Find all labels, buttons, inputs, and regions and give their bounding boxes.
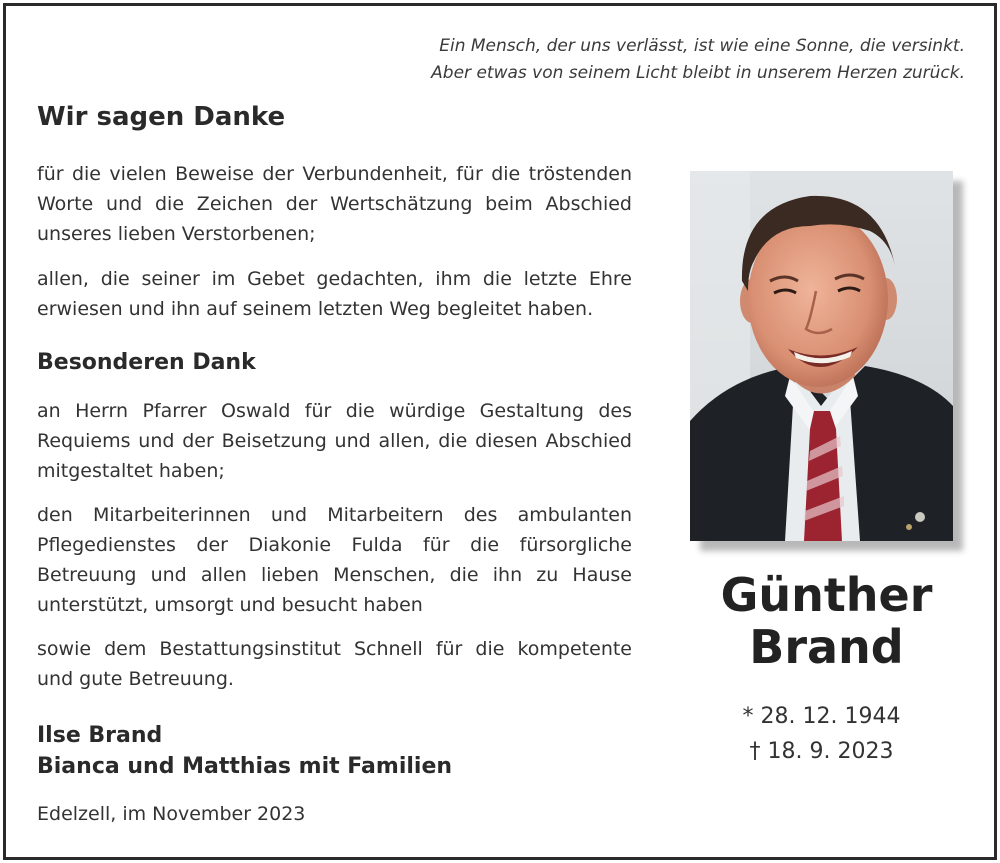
thanks-paragraph-2: allen, die seiner im Gebet gedachten, ihm die letzte Ehre erwiesen und ihn auf seinem letzten Weg begleitet haben. (37, 268, 632, 320)
deceased-first-name: Günther (720, 568, 933, 622)
special-paragraph-3: sowie dem Bestattungsinstitut Schnell für die kompetente und gute Betreuung. (37, 638, 632, 690)
special-paragraph-2: den Mitarbeiterinnen und Mitarbeitern des ambulanten Pflegedienstes der Diakonie Fulda für die fürsorgliche Betreuung und allen lieben Menschen, die ihn zu Hause unterstützt, umsorgt und besucht haben (37, 504, 632, 616)
thanks-heading: Wir sagen Danke (37, 102, 286, 132)
quote-line-1: Ein Mensch, der uns verlässt, ist wie eine Sonne, die versinkt. (439, 36, 965, 56)
quote-line-2: Aber etwas von seinem Licht bleibt in unserem Herzen zurück. (431, 63, 965, 83)
special-paragraph-1: an Herrn Pfarrer Oswald für die würdige Gestaltung des Requiems und der Beisetzung und allen, die diesen Abschied mitgestaltet haben; (37, 400, 632, 482)
birth-date: * 28. 12. 1944 (742, 704, 901, 729)
deceased-last-name: Brand (749, 620, 904, 674)
thanks-paragraph-1: für die vielen Beweise der Verbundenheit, für die tröstenden Worte und die Zeichen der Wertschätzung beim Abschied unseres lieben Verstorbenen; (37, 163, 632, 245)
death-date: † 18. 9. 2023 (749, 739, 894, 764)
memorial-quote (431, 33, 965, 87)
place-date: Edelzell, im November 2023 (37, 803, 306, 825)
signature (37, 720, 452, 782)
portrait-photo (690, 171, 953, 541)
signature-line-2: Bianca und Matthias mit Familien (37, 754, 453, 779)
special-thanks-heading: Besonderen Dank (37, 350, 256, 375)
signature-line-1: Ilse Brand (37, 723, 163, 748)
